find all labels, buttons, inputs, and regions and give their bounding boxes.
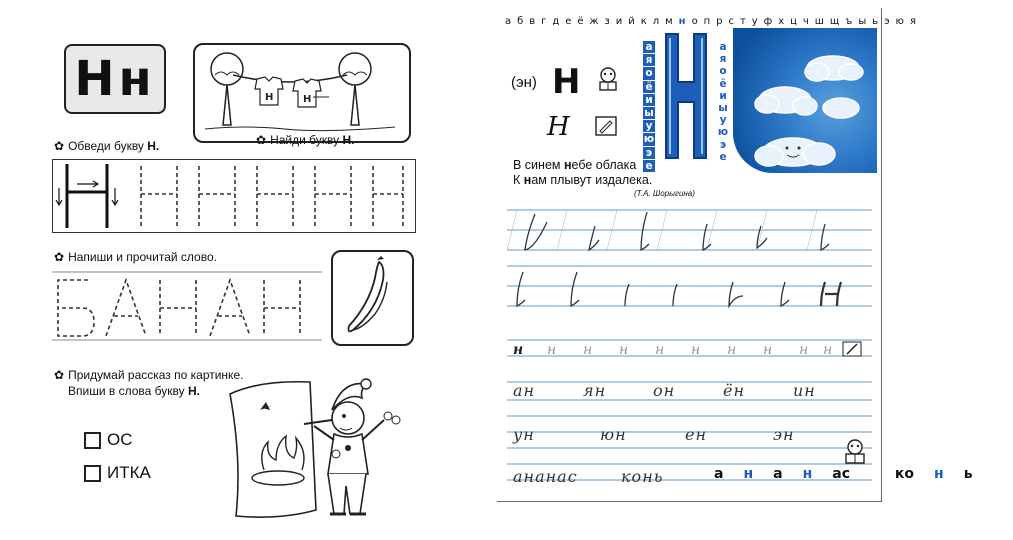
left-page [0,0,480,540]
syllable: ён [723,381,746,400]
blank-word-2-text: ИТКА [107,463,151,482]
flower-icon: ✿ [54,139,65,153]
reading-boy-icon [841,438,869,464]
story-instruction [54,368,243,382]
write-instruction-text: Напиши и прочитай слово. [68,250,217,264]
vowel: у [717,114,729,126]
vowel: ы [718,102,728,115]
alphabet-strip [505,16,917,27]
vowels-right-column [717,41,729,163]
alphabet-after: о п р с т у ф х ц ч ш щ ъ ы ь э ю я [686,16,918,27]
find-instruction-text: Найди букву [270,133,343,147]
vowel: а [643,41,655,54]
svg-text:н: н [727,342,737,358]
flower-icon: ✿ [256,133,267,147]
letter-card-text: Нн [74,51,156,107]
vowel: я [717,53,729,65]
trace-letters-drawing [53,160,415,232]
banana-drawing [333,252,412,344]
banana-picture [331,250,414,346]
vowel: е [717,151,729,163]
syllable: эн [773,425,795,444]
syllable: юн [600,425,627,444]
vowels-left-column [643,41,655,173]
syllable: ян [583,381,607,400]
vowel: ю [717,126,729,139]
poem-text: ам плывут издалека. [531,173,653,187]
svg-text:н: н [763,342,773,358]
vowel: е [643,160,655,173]
printed-words [714,466,1013,482]
trace-instruction [54,139,159,153]
vowel: а [717,41,729,53]
vowel: и [717,90,729,102]
vowel: я [643,54,655,67]
script-letter: Н [547,112,570,142]
svg-text:н: н [583,342,593,358]
vowel: ы [644,107,654,120]
poem-letter: н [563,158,572,172]
clouds-drawing [733,28,877,173]
pencil-icon [595,116,617,136]
svg-text:н: н [655,342,665,358]
printed-letter: Н [552,62,581,102]
blank-letter-box-2[interactable] [84,465,101,482]
svg-text:н: н [513,342,524,358]
word-letter-n: н [802,466,813,482]
trace-letters-row [52,159,416,233]
trace-instruction-letter: Н. [147,139,160,153]
vowel: у [643,120,655,133]
word-letter-n: н [934,466,944,482]
trace-instruction-text: Обведи букву [68,139,148,153]
insert-instruction-letter: Н. [187,384,200,398]
svg-text:н: н [799,342,809,358]
story-instruction-text: Придумай рассказ по картинке. [68,368,244,382]
poem-text: К [513,173,524,187]
poem-text: В синем [513,158,564,172]
alphabet-before: а б в г д е ё ж з и й к л м [505,16,679,27]
blank-word-1 [84,430,133,450]
copybook-lines [507,204,872,494]
word-trace-drawing [52,270,322,344]
find-instruction-letter: Н. [342,133,355,147]
flower-icon: ✿ [54,250,65,264]
clothesline-drawing [195,45,409,141]
clothesline-picture [193,43,411,143]
word-part: ко [894,466,915,482]
blank-letter-box-1[interactable] [84,432,101,449]
poem-letter: н [523,173,532,187]
svg-text:Н: Н [303,94,312,105]
blank-word-1-text: ОС [107,430,133,449]
svg-text:н: н [691,342,701,358]
svg-text:Н: Н [265,92,274,103]
cursive-word: ананас [513,467,578,486]
letter-card [64,44,166,114]
sky-clouds-picture [733,28,877,173]
poem-line-2 [513,173,652,188]
pinocchio-picture [220,370,460,535]
cursive-word: конь [621,467,664,486]
poem-author: (Т.А. Шорыгина) [634,189,695,198]
poem [513,158,652,188]
word-letter-n: н [743,466,754,482]
reading-boy-icon [595,66,621,92]
find-instruction [256,133,354,147]
printed-word-2 [895,466,993,482]
sound-label: (эн) [511,74,537,91]
write-instruction [54,250,217,264]
big-3d-letter [660,30,712,162]
insert-instruction-text: Впиши в слова букву [68,384,188,398]
pinocchio-drawing [220,370,460,535]
vowel: и [643,94,655,107]
syllable: ун [513,425,535,444]
vowel: о [717,65,729,77]
word-trace-row [52,270,322,344]
vowel: ё [717,78,729,90]
vowel: э [717,139,729,151]
svg-text:н: н [547,342,557,358]
blank-word-2 [84,463,151,483]
svg-text:н: н [619,342,629,358]
vowel: ё [643,81,655,94]
vowel: о [643,67,655,80]
word-part: ь [963,466,973,482]
syllable: ен [685,425,708,444]
svg-text:н: н [823,342,833,358]
insert-instruction [68,384,200,398]
printed-word-1 [714,466,870,482]
vowel: ю [643,133,655,146]
syllable: ан [513,381,536,400]
poem-text: ебе облака [571,158,637,172]
vowel: э [643,147,655,160]
syllable: он [653,381,676,400]
right-page [497,8,973,502]
word-part: а [773,466,783,482]
word-part: ас [832,466,851,482]
syllable: ин [793,381,816,400]
flower-icon: ✿ [54,368,65,382]
alphabet-highlight: н [678,16,687,27]
poem-line-1 [513,158,652,173]
word-part: а [714,466,724,482]
